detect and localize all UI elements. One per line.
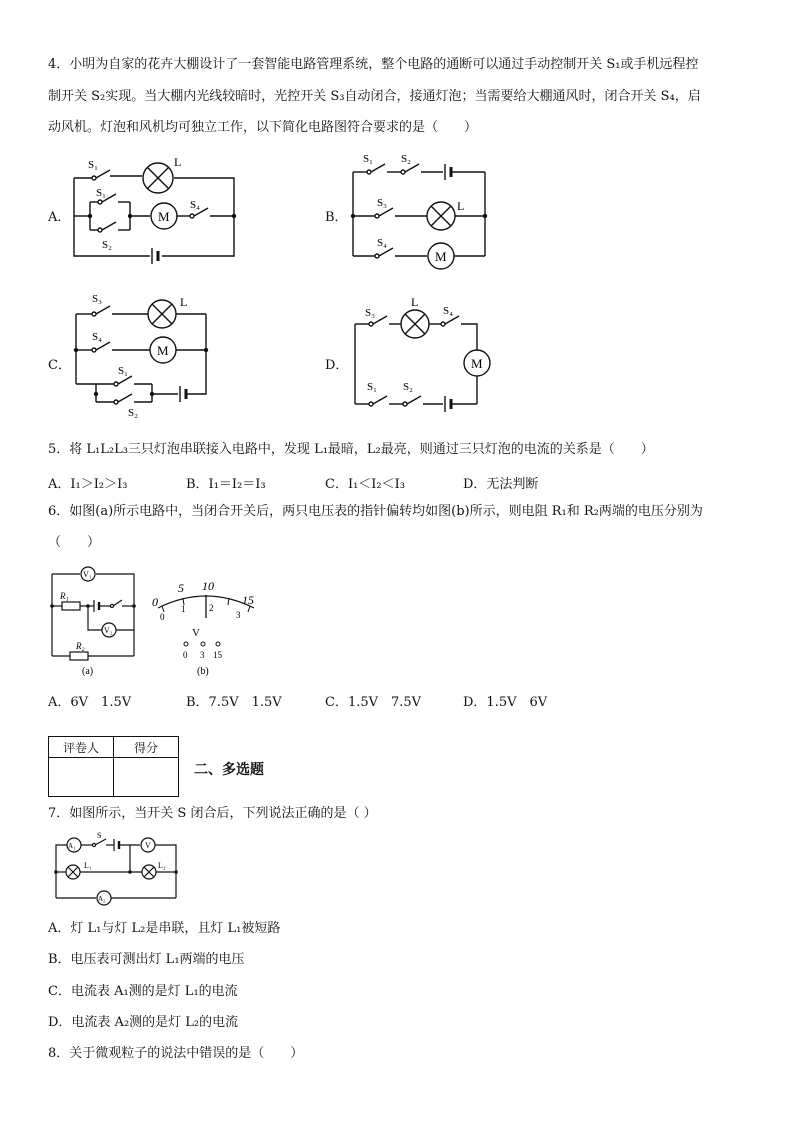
q4-stem-line3: 动风机。灯泡和风机均可独立工作，以下简化电路图符合要求的是（ ） <box>48 120 478 135</box>
svg-text:L: L <box>180 295 188 309</box>
svg-text:10: 10 <box>202 579 214 593</box>
svg-text:S₁: S₁ <box>96 187 106 199</box>
svg-text:S₁: S₁ <box>118 365 128 377</box>
svg-text:S₄: S₄ <box>190 199 200 211</box>
q6-stem-line1: 6．如图(a)所示电路中，当闭合开关后，两只电压表的指针偏转均如图(b)所示，则电阻 R₁和 R₂两端的电压分别为 <box>48 504 703 519</box>
svg-text:S₄: S₄ <box>443 305 453 317</box>
q4-circuit-d <box>345 294 505 418</box>
svg-text:M: M <box>157 343 169 358</box>
svg-text:15: 15 <box>213 650 222 660</box>
score-table-header-score: 得分 <box>114 737 179 758</box>
score-table-grader-cell[interactable] <box>49 758 114 797</box>
svg-text:V₁: V₁ <box>83 570 92 579</box>
svg-text:(b): (b) <box>197 666 209 677</box>
q4-stem-line1: 4．小明为自家的花卉大棚设计了一套智能电路管理系统，整个电路的通断可以通过手动控制开关 S₁或手机远程控 <box>48 57 699 72</box>
label: S₁ <box>88 159 98 171</box>
svg-text:S₄: S₄ <box>377 237 387 249</box>
svg-text:3: 3 <box>236 610 241 620</box>
q5-stem: 5．将 L₁L₂L₃三只灯泡串联接入电路中，发现 L₁最暗，L₂最亮，则通过三只灯泡的电流的关系是（ ） <box>48 442 654 457</box>
svg-text:M: M <box>471 356 483 371</box>
q5-option-d[interactable]: D．无法判断 <box>463 477 539 492</box>
q4-circuit-b <box>345 148 495 274</box>
q4-circuit-a <box>66 152 246 270</box>
svg-text:L: L <box>174 155 182 169</box>
svg-text:M: M <box>158 209 170 224</box>
q7-stem: 7．如图所示，当开关 S 闭合后，下列说法正确的是（ ） <box>48 806 377 821</box>
q6-stem-line2: （ ） <box>48 535 101 550</box>
svg-text:S₃: S₃ <box>365 307 375 319</box>
q6-option-b[interactable]: B．7.5V 1.5V <box>186 695 282 710</box>
svg-text:S₁: S₁ <box>363 153 373 165</box>
score-table-header-grader: 评卷人 <box>49 737 114 758</box>
svg-text:5: 5 <box>178 581 184 595</box>
svg-text:0: 0 <box>183 650 188 660</box>
score-table <box>48 736 179 797</box>
svg-text:0: 0 <box>160 612 165 622</box>
svg-text:V₂: V₂ <box>104 626 113 635</box>
svg-text:L₁: L₁ <box>84 861 92 870</box>
q7-option-b[interactable]: B．电压表可测出灯 L₁两端的电压 <box>48 952 245 967</box>
q5-option-c[interactable]: C．I₁＜I₂＜I₃ <box>325 477 405 492</box>
svg-text:S₂: S₂ <box>403 381 413 393</box>
svg-text:V: V <box>145 841 151 850</box>
svg-text:L₂: L₂ <box>158 861 166 870</box>
svg-text:S₃: S₃ <box>377 197 387 209</box>
q7-option-d[interactable]: D．电流表 A₂测的是灯 L₂的电流 <box>48 1015 239 1030</box>
svg-text:S₁: S₁ <box>367 381 377 393</box>
q4-option-d-label[interactable]: D． <box>325 358 349 373</box>
score-table-score-cell[interactable] <box>114 758 179 797</box>
svg-text:L: L <box>457 199 465 213</box>
q4-option-b-label[interactable]: B． <box>325 210 348 225</box>
svg-text:S₂: S₂ <box>401 153 411 165</box>
svg-text:(a): (a) <box>82 666 94 677</box>
svg-text:S₂: S₂ <box>128 407 138 419</box>
q6-option-a[interactable]: A．6V 1.5V <box>48 695 132 710</box>
q6-figure-b-voltmeter <box>148 578 264 682</box>
q4-option-c-label[interactable]: C． <box>48 358 71 373</box>
svg-text:A₂: A₂ <box>98 895 106 903</box>
svg-text:15: 15 <box>242 593 254 607</box>
q8-stem: 8．关于微观粒子的说法中错误的是（ ） <box>48 1046 304 1061</box>
q5-option-a[interactable]: A．I₁＞I₂＞I₃ <box>48 477 128 492</box>
q4-option-a-label[interactable]: A． <box>48 210 71 225</box>
svg-text:0: 0 <box>152 595 158 609</box>
svg-text:S₄: S₄ <box>92 331 102 343</box>
q4-stem-line2: 制开关 S₂实现。当大棚内光线较暗时，光控开关 S₃自动闭合，接通灯泡；当需要给大棚通风时，闭合开关 S₄，启 <box>48 89 701 104</box>
svg-text:S₃: S₃ <box>92 293 102 305</box>
svg-text:L: L <box>411 295 419 309</box>
svg-text:R₁: R₁ <box>60 591 69 601</box>
q7-option-c[interactable]: C．电流表 A₁测的是灯 L₁的电流 <box>48 984 238 999</box>
q5-option-b[interactable]: B．I₁＝I₂＝I₃ <box>186 477 266 492</box>
svg-text:2: 2 <box>209 603 214 613</box>
svg-text:S₂: S₂ <box>102 239 112 251</box>
svg-text:R₂: R₂ <box>76 641 85 651</box>
q6-option-c[interactable]: C．1.5V 7.5V <box>325 695 422 710</box>
q7-circuit <box>50 830 190 910</box>
svg-text:1: 1 <box>181 604 186 614</box>
q6-option-d[interactable]: D．1.5V 6V <box>463 695 548 710</box>
section-title-multiple-choice: 二、多选题 <box>194 762 264 778</box>
svg-text:3: 3 <box>200 650 205 660</box>
q6-figure-a <box>46 562 146 682</box>
q4-circuit-c <box>66 290 216 422</box>
svg-text:M: M <box>435 249 447 264</box>
svg-text:V: V <box>192 627 200 639</box>
svg-text:S: S <box>97 831 102 840</box>
svg-text:A₁: A₁ <box>68 842 76 850</box>
q7-option-a[interactable]: A．灯 L₁与灯 L₂是串联，且灯 L₁被短路 <box>48 921 281 936</box>
